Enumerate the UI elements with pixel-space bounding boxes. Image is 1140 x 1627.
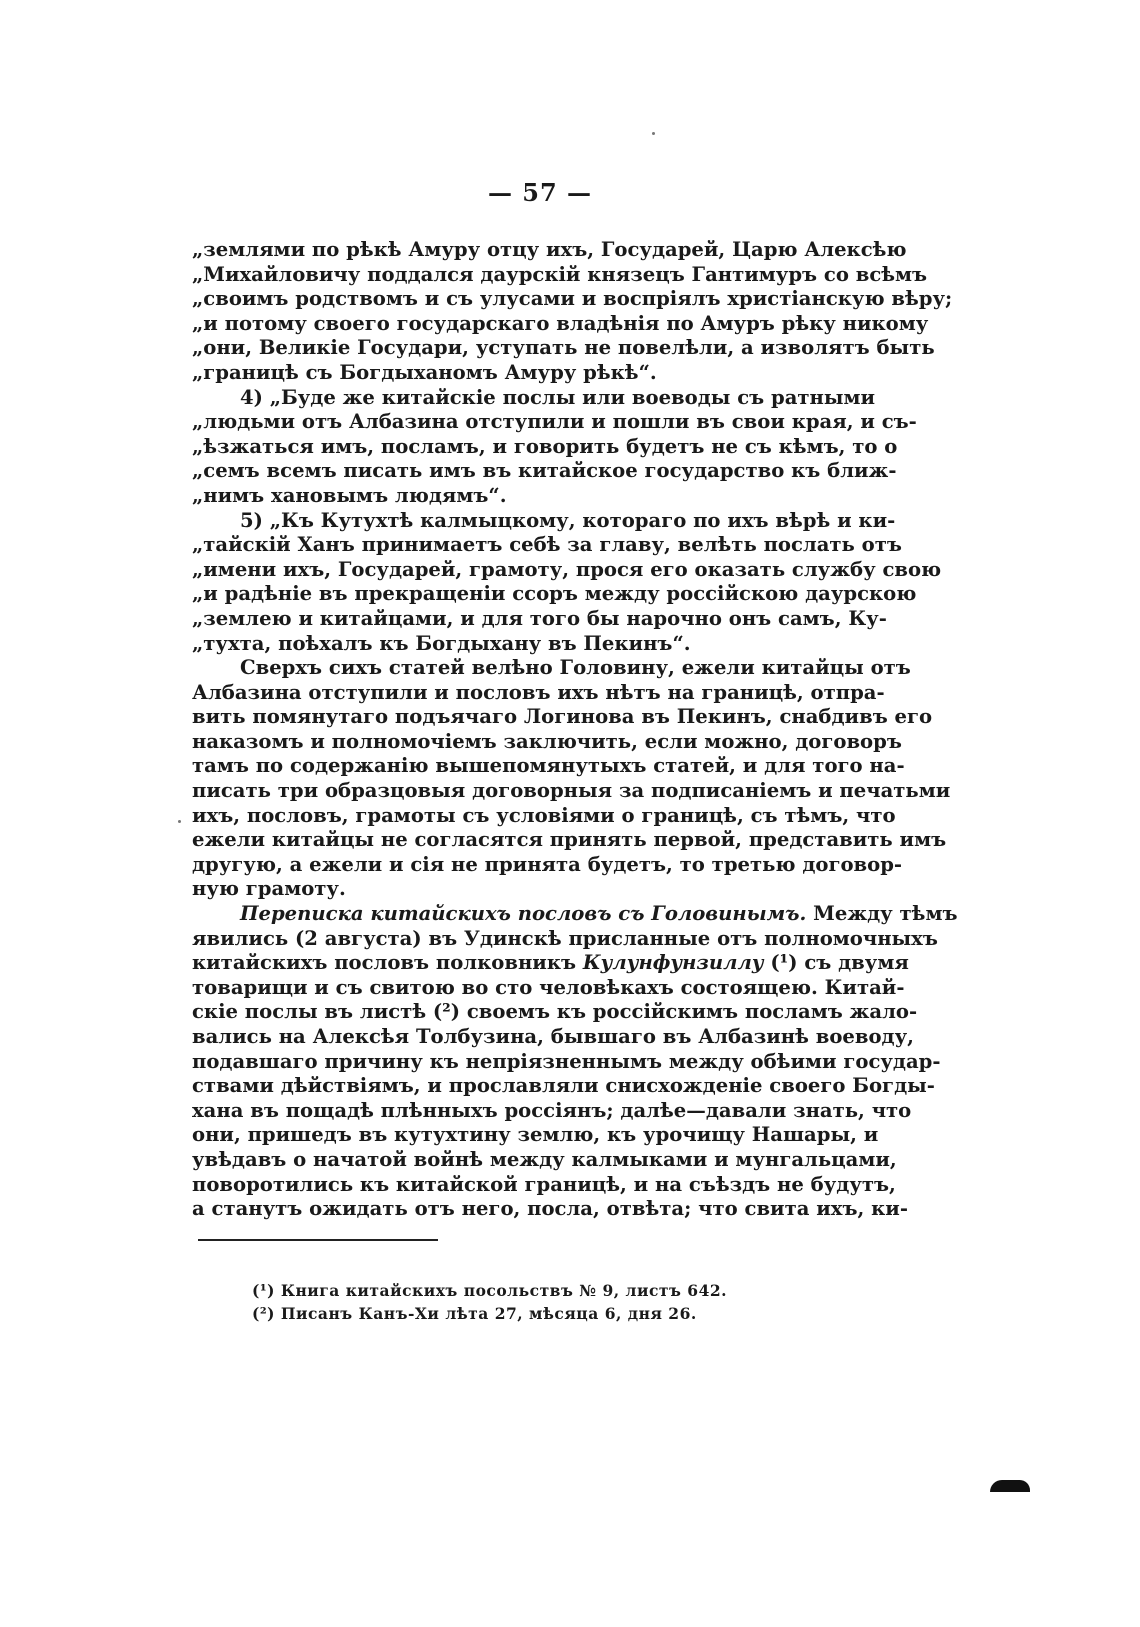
text-line: „они, Великіе Государи, уступать не повелѣли, а изволятъ быть xyxy=(192,336,935,360)
text-line: „и радѣніе въ прекращеніи ссоръ между россійскою даурскою xyxy=(192,582,917,606)
text-line: а станутъ ожидать отъ него, посла, отвѣта; что свита ихъ, ки- xyxy=(192,1197,908,1221)
text-line: китайскихъ пословъ полковникъ Кулунфунзиллу (¹) съ двумя xyxy=(192,951,909,975)
footnotes xyxy=(252,1279,727,1325)
ink-blot xyxy=(990,1480,1030,1492)
footnote-2: (²) Писанъ Канъ-Хи лѣта 27, мѣсяца 6, дня 26. xyxy=(252,1304,697,1323)
text-line: „семъ всемъ писать имъ въ китайское государство къ ближ- xyxy=(192,459,897,483)
text-line: „своимъ родствомъ и съ улусами и воспріялъ христіанскую вѣру; xyxy=(192,287,953,311)
text-line: ствами дѣйствіямъ, и прославляли снисхожденіе своего Богды- xyxy=(192,1074,935,1098)
person-name: Кулунфунзиллу xyxy=(582,951,764,975)
text-line: „землями по рѣкѣ Амуру отцу ихъ, Государей, Царю Алексѣю xyxy=(192,238,907,261)
text-line: 5) „Къ Кутухтѣ калмыцкому, котораго по ихъ вѣрѣ и ки- xyxy=(240,508,896,532)
text-line: ихъ, пословъ, грамоты съ условіями о границѣ, съ тѣмъ, что xyxy=(192,803,896,827)
text-line: „тайскій Ханъ принимаетъ себѣ за главу, велѣть послать отъ xyxy=(192,533,902,557)
text-line: вить помянутаго подъячаго Логинова въ Пекинъ, снабдивъ его xyxy=(192,705,933,729)
text-line: наказомъ и полномочіемъ заключить, если можно, договоръ xyxy=(192,729,902,753)
text-line: подавшаго причину къ непріязненнымъ между обѣими государ- xyxy=(192,1049,941,1073)
page-number: — 57 — xyxy=(487,178,593,207)
text-line: „тухта, поѣхалъ къ Богдыхану въ Пекинъ“. xyxy=(192,631,691,655)
text-line: „нимъ хановымъ людямъ“. xyxy=(192,483,507,507)
footnote-1: (¹) Книга китайскихъ посольствъ № 9, листъ 642. xyxy=(252,1281,728,1300)
text-line: писать три образцовыя договорныя за подписаніемъ и печатьми xyxy=(192,779,951,803)
text-line: „землею и китайцами, и для того бы нарочно онъ самъ, Ку- xyxy=(192,606,887,630)
text-line: увѣдавъ о начатой войнѣ между калмыками и мунгальцами, xyxy=(192,1147,897,1171)
text-line: другую, а ежели и сія не принята будетъ, то третью договор- xyxy=(192,852,903,876)
speck xyxy=(178,820,181,823)
body-text xyxy=(192,238,958,1222)
text-line: хана въ пощадѣ плѣнныхъ россіянъ; далѣе—давали знать, что xyxy=(192,1098,912,1122)
text-line: „ѣзжаться имъ, посламъ, и говорить будетъ не съ кѣмъ, то о xyxy=(192,434,898,458)
text-line: они, пришедъ въ кутухтину землю, къ урочищу Нашары, и xyxy=(192,1123,879,1147)
text-line: „Михайловичу поддался даурскій князецъ Гантимуръ со всѣмъ xyxy=(192,262,928,286)
text-line: „людьми отъ Албазина отступили и пошли въ свои края, и съ- xyxy=(192,410,917,434)
text-line: Переписка китайскихъ пословъ съ Головинымъ. Между тѣмъ xyxy=(240,902,958,926)
text-line: вались на Алексѣя Толбузина, бывшаго въ Албазинѣ воеводу, xyxy=(192,1025,914,1048)
text-line: товарищи и съ свитою во сто человѣкахъ состоящею. Китай- xyxy=(192,975,905,999)
text-line: скіе послы въ листѣ (²) своемъ къ россійскимъ посламъ жало- xyxy=(192,1000,918,1024)
text-line: явились (2 августа) въ Удинскѣ присланные отъ полномочныхъ xyxy=(192,926,938,950)
text-line: ную грамоту. xyxy=(192,877,346,901)
text-line: поворотились къ китайской границѣ, и на съѣздъ не будутъ, xyxy=(192,1172,896,1196)
footnote-separator xyxy=(198,1239,438,1241)
text-line: Албазина отступили и пословъ ихъ нѣтъ на границѣ, отпра- xyxy=(192,680,885,704)
text-line: „имени ихъ, Государей, грамоту, прося его оказать службу свою xyxy=(192,557,942,581)
text-line: Сверхъ сихъ статей велѣно Головину, ежели китайцы отъ xyxy=(240,656,911,680)
section-heading: Переписка китайскихъ пословъ съ Головинымъ. xyxy=(240,902,807,926)
text-line: „границѣ съ Богдыханомъ Амуру рѣкѣ“. xyxy=(192,360,657,384)
text-line: тамъ по содержанію вышепомянутыхъ статей, и для того на- xyxy=(192,754,905,778)
text-line: ежели китайцы не согласятся принять первой, представить имъ xyxy=(192,828,947,852)
speck xyxy=(652,132,655,135)
text-line: 4) „Буде же китайскіе послы или воеводы съ ратными xyxy=(240,385,876,409)
text-line: „и потому своего государскаго владѣнія по Амуръ рѣку никому xyxy=(192,311,929,335)
